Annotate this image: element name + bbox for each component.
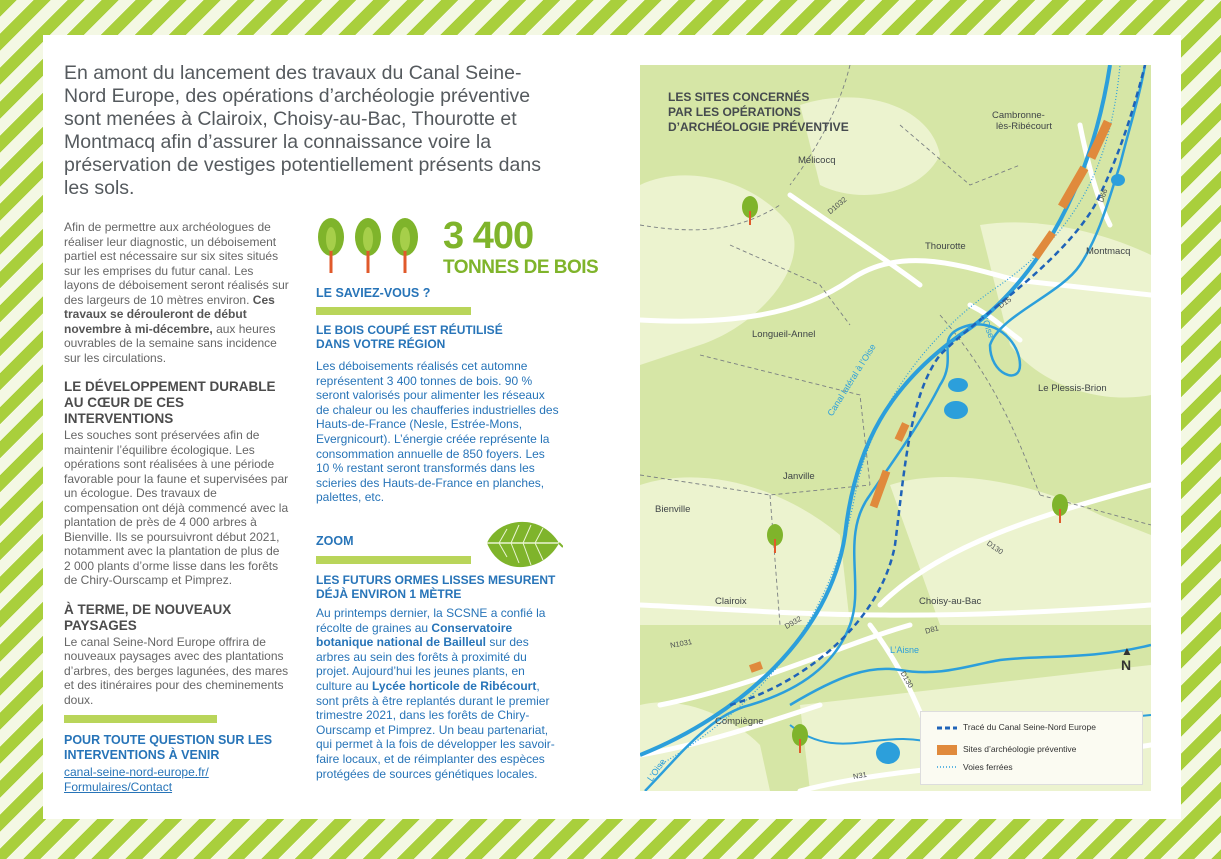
- place-melicocq: Mélicocq: [798, 155, 836, 166]
- contact-title: POUR TOUTE QUESTION SUR LES INTERVENTIONS À VENIR: [64, 733, 273, 762]
- trees-icon: [316, 215, 426, 275]
- north-indicator: ▲ N: [1121, 644, 1133, 673]
- north-arrow-icon: ▲: [1121, 644, 1133, 658]
- place-plessis: Le Plessis-Brion: [1038, 383, 1107, 394]
- place-compiegne: Compiègne: [715, 716, 764, 727]
- text-ormes: Au printemps dernier, la SCSNE a confié la récolte de graines au Conservatoire botanique national de Bailleul sur des arbres au sein des forêts à proximité du projet. Aujourd’hui les jeunes plants, en culture au Lycée horticole de Ribécourt, sont prêts à être replantés durant le premier trimestre 2021, dans les forêts de Chiry-Ourscamp et Pimprez. Un beau partenariat, qui permet à la fois de développer les savoir-faire locaux, et de réimplanter des espèces protégées de sources génétiques locales.: [316, 606, 555, 781]
- road-d81: D81: [924, 623, 940, 636]
- place-longueil: Longueil-Annel: [752, 329, 816, 340]
- intro-text: En amont du lancement des travaux du Canal Seine-Nord Europe, des opérations d’archéologie préventive sont menées à Clairoix, Choisy-au-Bac, Thourotte et Montmacq afin d’assurer la connaissance voire la préservation de vestiges potentiellement présents dans les sols.: [64, 62, 541, 199]
- map-legend: [920, 711, 1143, 785]
- river-oise-label: L’Oise: [978, 312, 997, 340]
- heading-bois: LE BOIS COUPÉ EST RÉUTILISÉ DANS VOTRE RÉGION: [316, 323, 503, 351]
- place-janville: Janville: [783, 471, 815, 482]
- river-oise-label-2: L’Oise: [645, 756, 668, 784]
- big-unit: TONNES DE BOIS: [443, 257, 599, 278]
- big-number: 3 400: [443, 215, 534, 257]
- divider-bar: [316, 307, 471, 315]
- canal-lateral-label: Canal latéral à l’Oise: [825, 342, 878, 418]
- road-d130-b: D130: [898, 669, 916, 690]
- place-choisy: Choisy-au-Bac: [919, 596, 982, 607]
- place-thourotte: Thourotte: [925, 241, 966, 252]
- legend-rail: Voies ferrées: [963, 762, 1013, 772]
- map-title: LES SITES CONCERNÉS PAR LES OPÉRATIONS D’ARCHÉOLOGIE PRÉVENTIVE: [668, 90, 849, 134]
- legend-sites: Sites d’archéologie préventive: [963, 744, 1077, 754]
- map: [640, 65, 1151, 791]
- paragraph-deboisement: Afin de permettre aux archéologues de réaliser leur diagnostic, un déboisement partiel est nécessaire sur six sites situés sur les emprises du futur canal. Les layons de déboisement seront réalisés sur des largeurs de 10 mètres environ. Ces travaux se dérouleront de début novembre à mi-décembre, aux heures ouvrables de la semaine sans incidence sur les circulations.: [64, 220, 289, 365]
- place-clairoix: Clairoix: [715, 596, 747, 607]
- place-bienville: Bienville: [655, 504, 691, 515]
- heading-developpement: LE DÉVELOPPEMENT DURABLE AU CŒUR DE CES INTERVENTIONS: [64, 379, 276, 426]
- place-cambronne: Cambronne-: [992, 110, 1045, 121]
- road-d130: D130: [985, 538, 1005, 557]
- road-n1031: N1031: [669, 637, 693, 650]
- divider-bar: [316, 556, 471, 564]
- heading-ormes: LES FUTURS ORMES LISSES MESURENT DÉJÀ ENVIRON 1 MÈTRE: [316, 573, 556, 601]
- place-montmacq: Montmacq: [1086, 246, 1131, 257]
- tag-zoom: ZOOM: [316, 534, 354, 548]
- map-graphics: [640, 65, 1151, 791]
- text-bois: Les déboisements réalisés cet automne représentent 3 400 tonnes de bois. 90 % seront valorisés pour alimenter les réseaux de chaleur ou les chaufferies industrielles des Hauts-de-France (Nesle, Estrée-Mons, Evergnicourt). L’énergie créée représente la consommation annuelle de 850 foyers. Les 10 % restant seront transformés dans les scieries des Hauts-de-France en planches, palettes, etc.: [316, 359, 559, 505]
- place-cambronne-2: lès-Ribécourt: [996, 121, 1052, 132]
- tag-saviez-vous: LE SAVIEZ-VOUS ?: [316, 286, 431, 300]
- contact-link[interactable]: canal-seine-nord-europe.fr/ Formulaires/Contact: [64, 765, 209, 794]
- river-aisne-label: L’Aisne: [890, 645, 920, 655]
- paragraph-paysages: Le canal Seine-Nord Europe offrira de nouveaux paysages avec des plantations d’arbres, des berges lagunées, des mares et des itinéraires pour des cheminements doux.: [64, 634, 289, 707]
- legend-trace: Tracé du Canal Seine-Nord Europe: [963, 722, 1096, 732]
- road-d932: D932: [782, 614, 803, 631]
- divider-bar: [64, 715, 217, 723]
- road-d15: D15: [996, 294, 1014, 311]
- road-n31: N31: [852, 769, 868, 782]
- document-sheet: [43, 35, 1181, 819]
- heading-paysages: À TERME, DE NOUVEAUX PAYSAGES: [64, 601, 232, 633]
- left-column: [64, 220, 289, 721]
- road-d1032: D1032: [825, 194, 849, 217]
- road-d66: D66: [1096, 187, 1110, 204]
- paragraph-developpement: Les souches sont préservées afin de maintenir l’équilibre écologique. Les opérations sont réalisées à une période favorable pour la faune et supervisées par un écologue. Des travaux de compensation ont déjà commencé avec la plantation de près de 4 000 arbres à Bienville. Ils se poursuivront début 2021, notamment avec la plantation de plus de 2 000 plants d’orme lisse dans les forêts de Chiry-Ourscamp et Pimprez.: [64, 428, 289, 587]
